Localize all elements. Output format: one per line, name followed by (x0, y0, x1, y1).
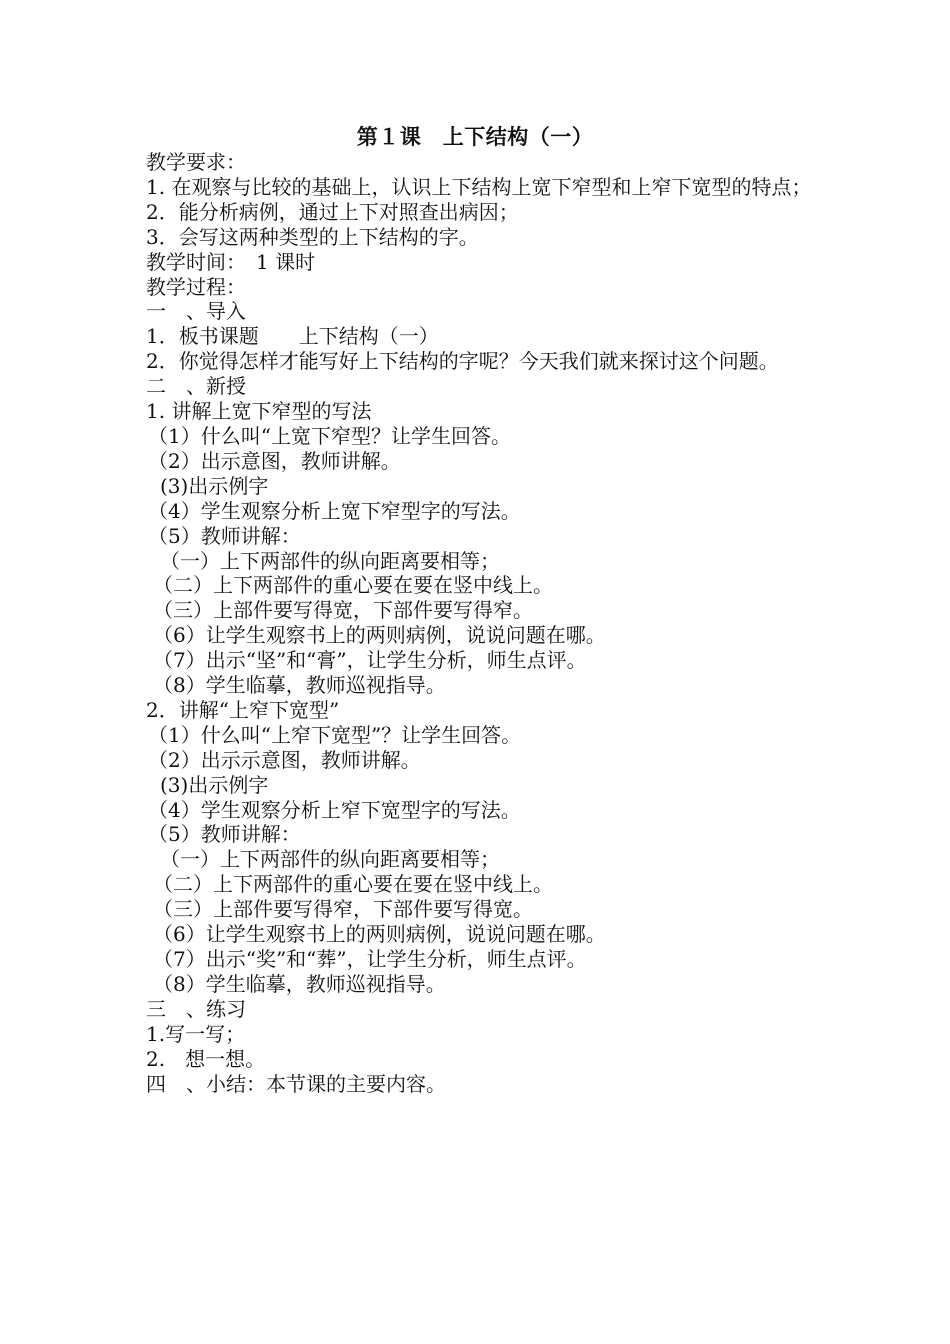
subsection-2: 2．讲解“上窄下宽型” (146, 697, 340, 722)
subsection-1: 1. 讲解上宽下窄型的写法 (146, 399, 372, 424)
section-new-lesson: 二 、新授 (146, 374, 246, 399)
list-item: （一）上下两部件的纵向距离要相等； (160, 548, 500, 573)
list-item: （1）什么叫“上宽下窄型？让学生回答。 (148, 423, 511, 448)
list-item: （二）上下两部件的重心要在要在竖中线上。 (153, 573, 553, 598)
heading-process: 教学过程： (146, 274, 246, 299)
requirement-2: 2．能分析病例，通过上下对照查出病因； (146, 199, 519, 224)
list-item: （一）上下两部件的纵向距离要相等； (160, 847, 500, 872)
list-item: （7）出示“奖”和“葬”，让学生分析，师生点评。 (153, 947, 587, 971)
practice-item-2: 2. 想一想。 (146, 1046, 266, 1071)
practice-item-1: 1.写一写； (146, 1021, 246, 1046)
list-item: （4）学生观察分析上窄下宽型字的写法。 (148, 797, 521, 822)
list-item: （6）让学生观察书上的两则病例，说说问题在哪。 (153, 922, 606, 947)
lesson-title: 第１课 上下结构（一） (356, 125, 594, 149)
list-item: （8）学生临摹，教师巡视指导。 (153, 673, 446, 698)
list-item: (3)出示例字 (160, 772, 269, 797)
list-item: （2）出示意图，教师讲解。 (148, 448, 401, 473)
list-item: （二）上下两部件的重心要在要在竖中线上。 (153, 872, 553, 897)
requirement-3: 3．会写这两种类型的上下结构的字。 (146, 224, 479, 249)
list-item: (3)出示例字 (160, 473, 269, 498)
list-item: （7）出示“坚”和“膏”，让学生分析，师生点评。 (153, 648, 587, 673)
list-item: （8）学生临摹，教师巡视指导。 (153, 971, 446, 996)
document-body (146, 150, 816, 1096)
intro-item-1: 1．板书课题 上下结构（一） (146, 324, 439, 349)
section-summary: 四 、小结：本节课的主要内容。 (146, 1071, 446, 1096)
section-intro: 一 、导入 (146, 299, 246, 324)
heading-requirements: 教学要求： (146, 150, 246, 174)
teaching-time: 教学时间： 1 课时 (146, 249, 316, 274)
list-item: （5）教师讲解： (148, 822, 301, 847)
list-item: （三）上部件要写得窄，下部件要写得宽。 (153, 897, 533, 922)
intro-item-2: 2．你觉得怎样才能写好上下结构的字呢？今天我们就来探讨这个问题。 (146, 349, 779, 374)
list-item: （4）学生观察分析上宽下窄型字的写法。 (148, 498, 521, 523)
list-item: （5）教师讲解： (148, 523, 301, 548)
requirement-1: 1. 在观察与比较的基础上，认识上下结构上宽下窄型和上窄下宽型的特点； (146, 174, 812, 199)
list-item: （三）上部件要写得宽，下部件要写得窄。 (153, 598, 533, 623)
list-item: （1）什么叫“上窄下宽型”？让学生回答。 (148, 722, 522, 747)
list-item: （6）让学生观察书上的两则病例，说说问题在哪。 (153, 623, 606, 648)
section-practice: 三 、练习 (146, 996, 246, 1021)
list-item: （2）出示示意图，教师讲解。 (148, 747, 421, 772)
